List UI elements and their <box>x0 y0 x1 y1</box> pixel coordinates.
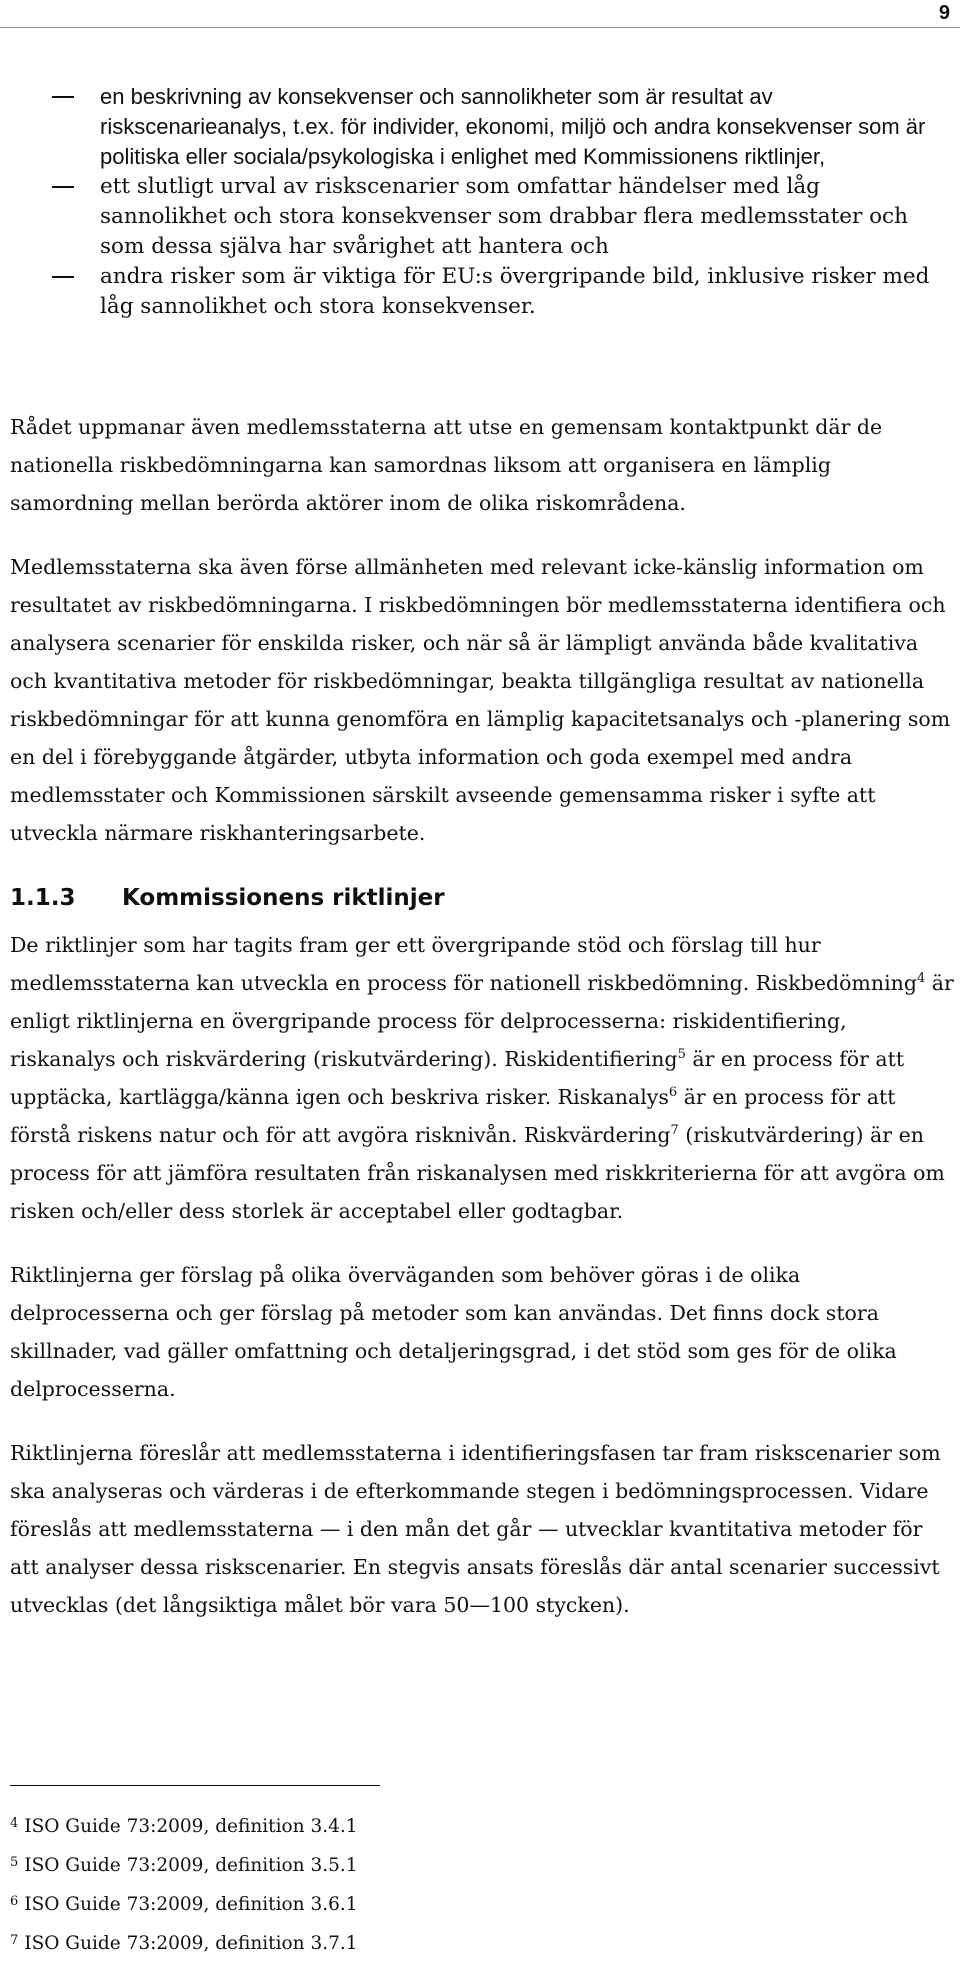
footnote-mark: 4 <box>10 1816 19 1831</box>
bullet-text: en beskrivning av konsekvenser och sannolikheter som är resultat av riskscenarieanalys, t.ex. för individer, ekonomi, miljö och andra konsekvenser som är politiska eller sociala/psykologiska i enlighet med Kommissionens riktlinjer, <box>100 84 926 169</box>
section-title: Kommissionens riktlinjer <box>122 885 445 911</box>
footnote-mark: 6 <box>10 1894 19 1909</box>
section-heading <box>10 878 955 918</box>
footnote-text: ISO Guide 73:2009, definition 3.6.1 <box>24 1894 358 1915</box>
footnote-mark: 5 <box>10 1855 19 1870</box>
paragraph-text: (riskutvärdering) är en process för att jämföra resultaten från riskanalysen med riskkriterierna för att avgöra om risken och/eller dess storlek är acceptabel eller godtagbar. <box>10 1123 945 1223</box>
footnote-ref[interactable]: 7 <box>670 1123 679 1138</box>
paragraph-text: är en process för att förstå riskens natur och för att avgöra risknivån. Riskvärdering <box>10 1085 896 1147</box>
footnote-mark: 7 <box>10 1933 19 1948</box>
footnote-list <box>10 1806 358 1962</box>
footnote-text: ISO Guide 73:2009, definition 3.7.1 <box>24 1933 358 1954</box>
bullet-item <box>0 172 960 262</box>
bullet-item <box>0 262 960 322</box>
paragraph: Rådet uppmanar även medlemsstaterna att utse en gemensam kontaktpunkt där de nationella riskbedömningarna kan samordnas liksom att organisera en lämplig samordning mellan berörda aktörer inom de olika riskområdena. <box>10 415 883 515</box>
bullet-text: andra risker som är viktiga för EU:s övergripande bild, inklusive risker med låg sannolikhet och stora konsekvenser. <box>100 264 930 319</box>
footnote <box>10 1845 358 1884</box>
paragraph: Riktlinjerna ger förslag på olika överväganden som behöver göras i de olika delprocesserna och ger förslag på metoder som kan användas. Det finns dock stora skillnader, vad gäller omfattning och detaljeringsgrad, i det stöd som ges för de olika delprocesserna. <box>10 1263 897 1401</box>
footnote-ref[interactable]: 4 <box>916 971 926 986</box>
paragraph <box>10 926 955 1230</box>
bullet-item <box>0 82 960 172</box>
footnote-text: ISO Guide 73:2009, definition 3.4.1 <box>24 1816 358 1837</box>
footnote-rule <box>10 1785 380 1786</box>
paragraph-text: är en process för att upptäcka, kartlägga/känna igen och beskriva risker. Riskanalys <box>10 1047 905 1109</box>
paragraph-text: är enligt riktlinjerna en övergripande process för delprocesserna: riskidentifiering, riskanalys och riskvärdering (riskutvärdering). Riskidentifiering <box>10 971 954 1071</box>
dash-bullet <box>52 96 74 98</box>
dash-bullet <box>52 186 74 188</box>
main-body <box>10 408 955 1650</box>
header-rule <box>0 27 960 28</box>
paragraph-text: De riktlinjer som har tagits fram ger ett övergripande stöd och förslag till hur medlemsstaterna kan utveckla en process för nationell riskbedömning. Riskbedömning <box>10 933 917 995</box>
section-number: 1.1.3 <box>10 885 76 911</box>
footnote-ref[interactable]: 5 <box>677 1047 686 1062</box>
bullet-list <box>0 82 960 322</box>
dash-bullet <box>52 276 74 278</box>
bullet-text: ett slutligt urval av riskscenarier som omfattar händelser med låg sannolikhet och stora konsekvenser som drabbar flera medlemsstater och som dessa själva har svårighet att hantera och <box>100 174 908 259</box>
paragraph: Medlemsstaterna ska även förse allmänheten med relevant icke-känslig information om resultatet av riskbedömningarna. I riskbedömningen bör medlemsstaterna identifiera och analysera scenarier för enskilda risker, och när så är lämpligt använda både kvalitativa och kvantitativa metoder för riskbedömningar, beakta tillgängliga resultat av nationella riskbedömningar för att kunna genomföra en lämplig kapacitetsanalys och -planering som en del i förebyggande åtgärder, utbyta information och goda exempel med andra medlemsstater och Kommissionen särskilt avseende gemensamma risker i syfte att utveckla närmare riskhanteringsarbete. <box>10 555 951 845</box>
footnote-ref[interactable]: 6 <box>668 1085 678 1100</box>
paragraph: Riktlinjerna föreslår att medlemsstaterna i identifieringsfasen tar fram riskscenarier som ska analyseras och värderas i de efterkommande stegen i bedömningsprocessen. Vidare föreslås att medlemsstaterna — i den mån det går — utvecklar kvantitativa metoder för att analyser dessa riskscenarier. En stegvis ansats föreslås där antal scenarier successivt utvecklas (det långsiktiga målet bör vara 50—100 stycken). <box>10 1441 941 1617</box>
page-number: 9 <box>938 2 950 24</box>
footnote <box>10 1923 358 1962</box>
footnote <box>10 1884 358 1923</box>
footnote <box>10 1806 358 1845</box>
footnote-text: ISO Guide 73:2009, definition 3.5.1 <box>24 1855 358 1876</box>
